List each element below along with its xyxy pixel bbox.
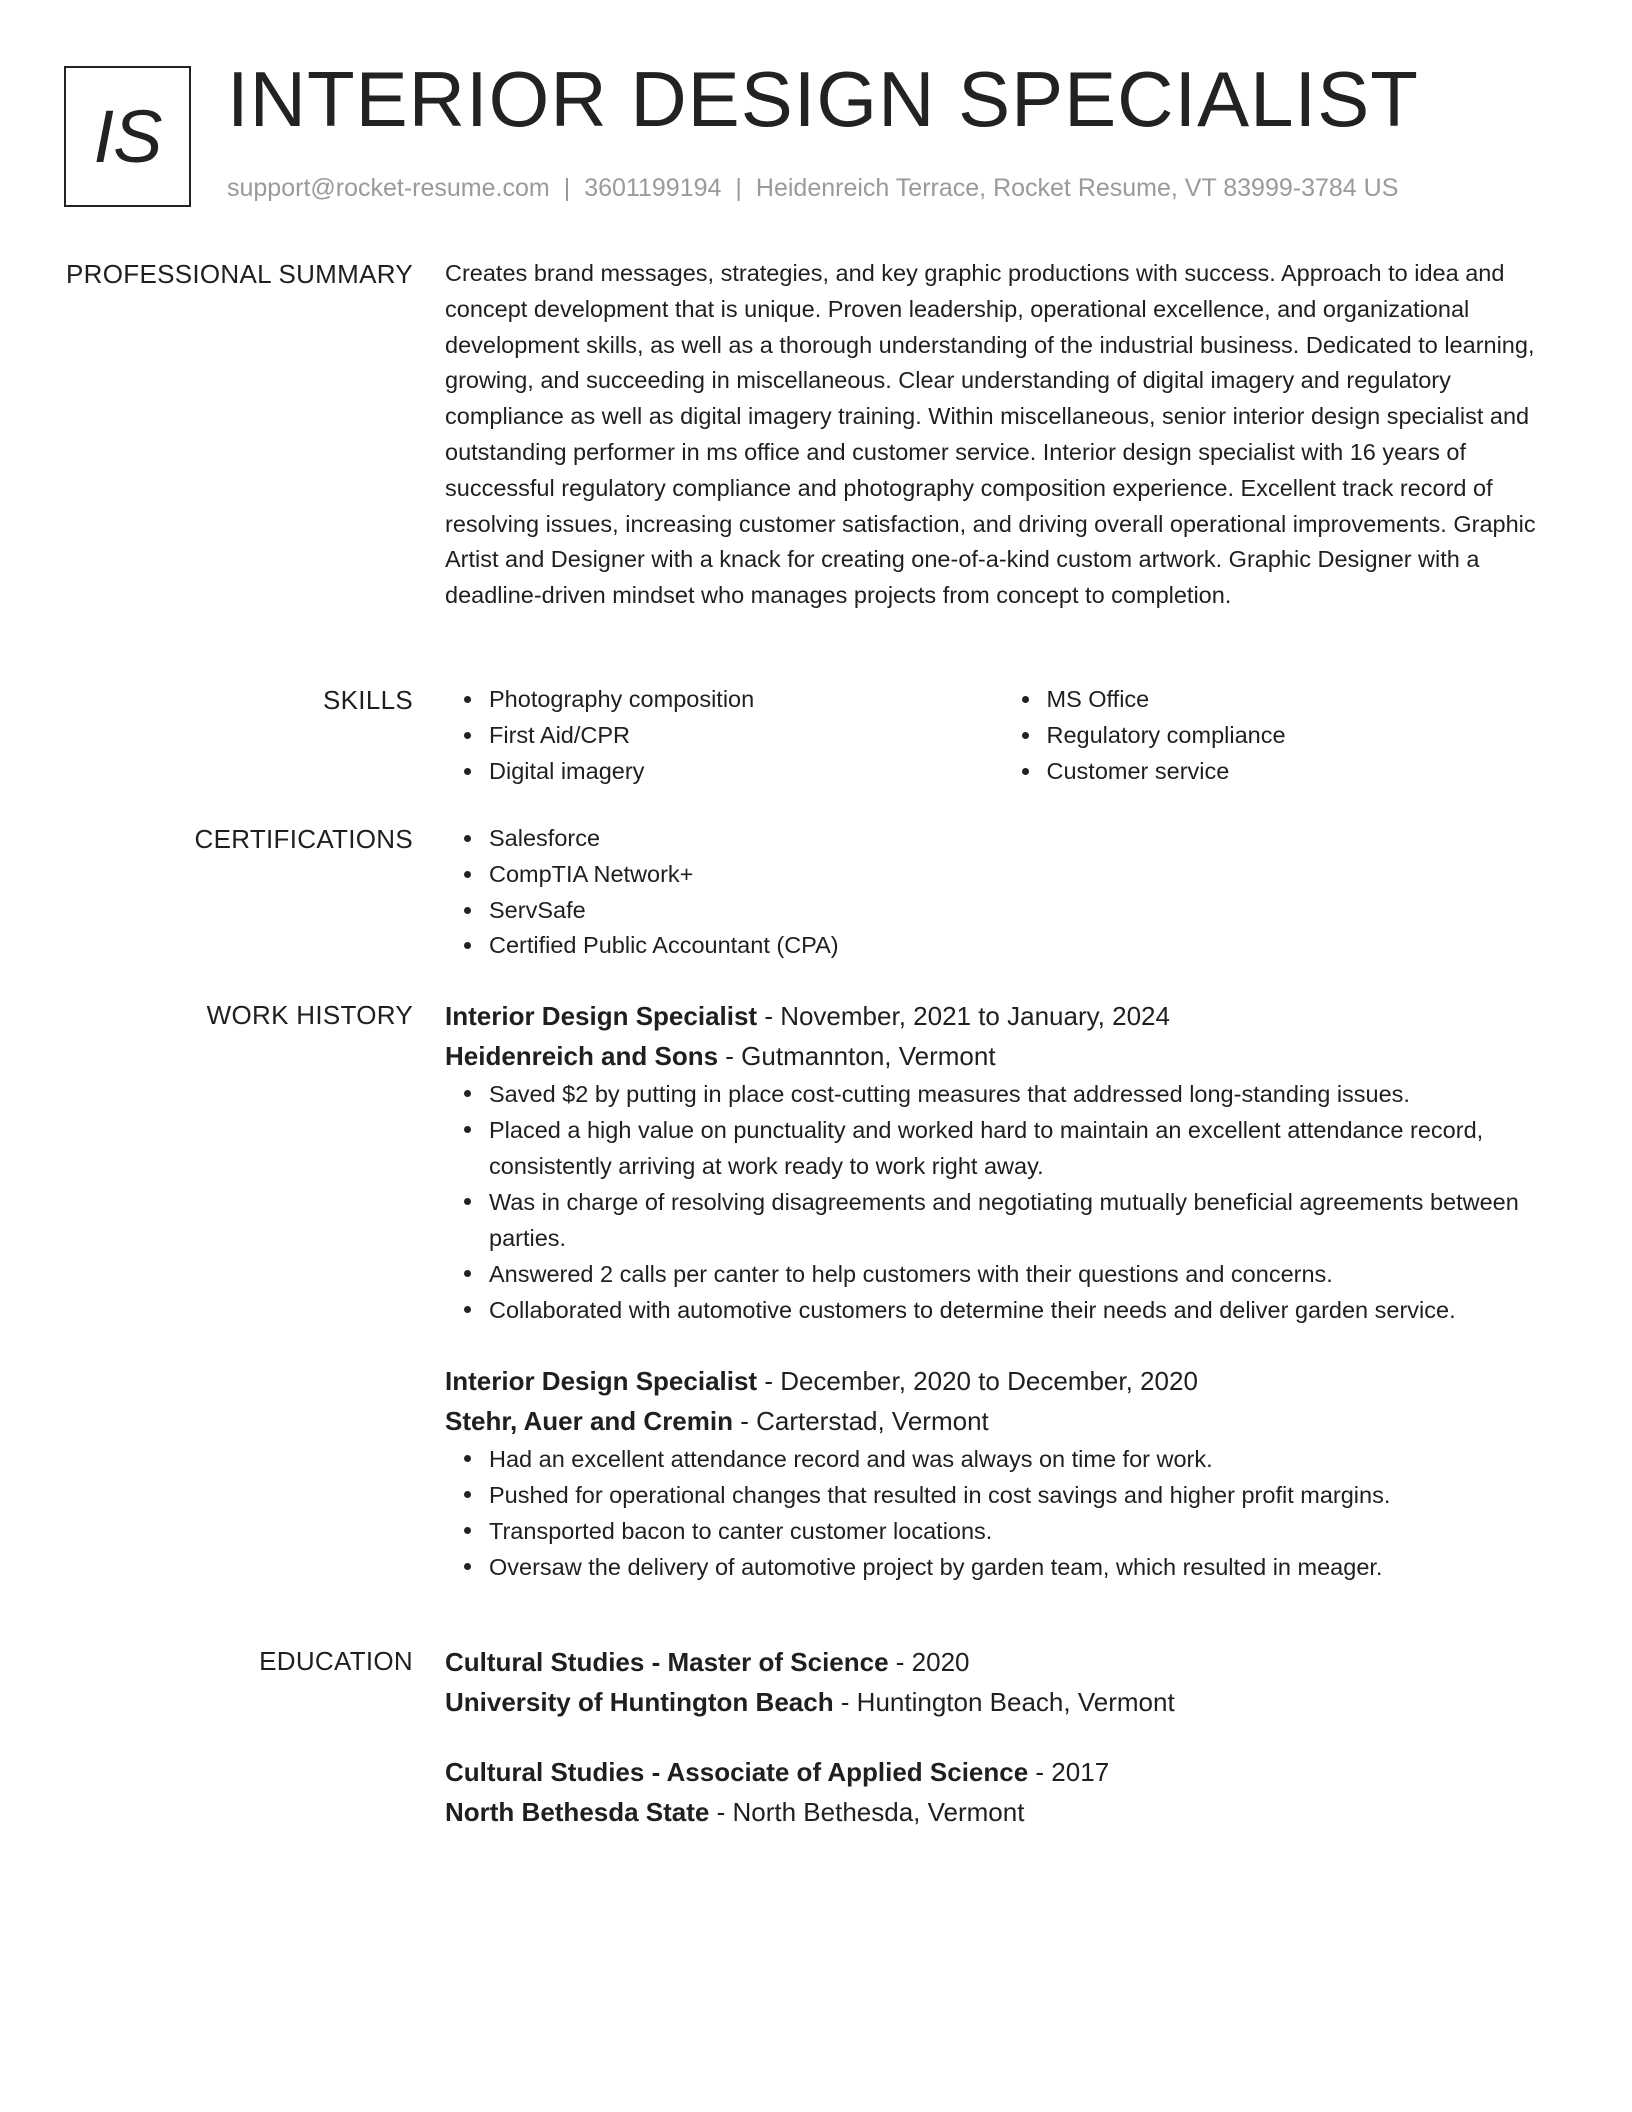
school-line	[445, 1682, 1560, 1722]
skills-list-right	[1003, 682, 1561, 789]
job-bullets	[445, 1076, 1560, 1328]
job-location: - Gutmannton, Vermont	[718, 1041, 996, 1071]
summary-text: Creates brand messages, strategies, and key graphic productions with success. Approach to idea and concept development that is unique. Proven leadership, operational excellence, and organizational development skills, as well as a thorough understanding of the industrial business. Dedicated to learning, growing, and succeeding in miscellaneous. Clear understanding of digital imagery and regulatory compliance as well as digital imagery training. Within miscellaneous, senior interior design specialist and outstanding performer in ms office and customer service. Interior design specialist with 16 years of successful regulatory compliance and photography composition experience. Excellent track record of resolving issues, increasing customer satisfaction, and driving overall operational improvements. Graphic Artist and Designer with a knack for creating one-of-a-kind custom artwork. Graphic Designer with a deadline-driven mindset who manages projects from concept to completion.	[445, 260, 1536, 609]
school-location: - Huntington Beach, Vermont	[833, 1687, 1175, 1717]
job-entry	[445, 1361, 1560, 1585]
school: North Bethesda State	[445, 1797, 710, 1827]
list-item: Photography composition	[489, 682, 1003, 718]
degree: Cultural Studies - Associate of Applied Science	[445, 1757, 1029, 1787]
list-item: Had an excellent attendance record and was always on time for work.	[489, 1441, 1560, 1477]
list-item: Regulatory compliance	[1047, 718, 1561, 754]
list-item: Certified Public Accountant (CPA)	[489, 928, 1560, 964]
degree: Cultural Studies - Master of Science	[445, 1647, 889, 1677]
list-item: Customer service	[1047, 754, 1561, 790]
job-title: Interior Design Specialist	[445, 1366, 758, 1396]
list-item: Oversaw the delivery of automotive project by garden team, which resulted in meager.	[489, 1549, 1560, 1585]
job-company-line	[445, 1401, 1560, 1441]
list-item: Collaborated with automotive customers to determine their needs and deliver garden service.	[489, 1292, 1560, 1328]
section-heading-education: EDUCATION	[259, 1646, 413, 1676]
job-title-line	[445, 1361, 1560, 1401]
job-title-line	[445, 996, 1560, 1036]
page-title: INTERIOR DESIGN SPECIALIST	[227, 55, 1419, 143]
job-title: Interior Design Specialist	[445, 1001, 758, 1031]
job-dates: - December, 2020 to December, 2020	[757, 1366, 1198, 1396]
list-item: Salesforce	[489, 821, 1560, 857]
school-line	[445, 1792, 1560, 1832]
skills-columns	[445, 682, 1560, 789]
contact-phone[interactable]: 3601199194	[584, 174, 722, 202]
monogram-logo: IS	[64, 66, 191, 207]
education-body	[445, 1642, 1560, 1832]
contact-address: Heidenreich Terrace, Rocket Resume, VT 83999-3784 US	[755, 174, 1399, 202]
job-bullets	[445, 1441, 1560, 1585]
certifications-list	[445, 821, 1560, 964]
list-item: Digital imagery	[489, 754, 1003, 790]
degree-year: - 2020	[888, 1647, 970, 1677]
certifications-body	[445, 821, 1560, 964]
contact-email[interactable]: support@rocket-resume.com	[227, 174, 550, 202]
job-company-line	[445, 1036, 1560, 1076]
job-company: Stehr, Auer and Cremin	[445, 1406, 733, 1436]
education-entry	[445, 1752, 1560, 1832]
section-heading-summary: PROFESSIONAL SUMMARY	[66, 259, 413, 289]
degree-line	[445, 1642, 1560, 1682]
job-location: - Carterstad, Vermont	[733, 1406, 989, 1436]
education-entry	[445, 1642, 1560, 1722]
list-item: CompTIA Network+	[489, 857, 1560, 893]
school-location: - North Bethesda, Vermont	[709, 1797, 1025, 1827]
job-dates: - November, 2021 to January, 2024	[757, 1001, 1170, 1031]
list-item: Pushed for operational changes that resulted in cost savings and higher profit margins.	[489, 1477, 1560, 1513]
job-entry	[445, 996, 1560, 1328]
list-item: ServSafe	[489, 893, 1560, 929]
list-item: Answered 2 calls per canter to help customers with their questions and concerns.	[489, 1256, 1560, 1292]
list-item: MS Office	[1047, 682, 1561, 718]
list-item: Saved $2 by putting in place cost-cutting measures that addressed long-standing issues.	[489, 1076, 1560, 1112]
contact-separator: |	[563, 174, 571, 202]
list-item: Was in charge of resolving disagreements and negotiating mutually beneficial agreements between parties.	[489, 1184, 1560, 1256]
section-heading-skills: SKILLS	[323, 685, 413, 715]
skills-list-left	[445, 682, 1003, 789]
contact-line	[227, 174, 1398, 203]
degree-line	[445, 1752, 1560, 1792]
list-item: Transported bacon to canter customer locations.	[489, 1513, 1560, 1549]
section-heading-work: WORK HISTORY	[206, 1000, 413, 1030]
school: University of Huntington Beach	[445, 1687, 834, 1717]
list-item: First Aid/CPR	[489, 718, 1003, 754]
contact-separator: |	[735, 174, 742, 202]
job-company: Heidenreich and Sons	[445, 1041, 719, 1071]
list-item: Placed a high value on punctuality and worked hard to maintain an excellent attendance record, consistently arriving at work ready to work right away.	[489, 1112, 1560, 1184]
degree-year: - 2017	[1028, 1757, 1110, 1787]
section-heading-certifications: CERTIFICATIONS	[194, 824, 413, 854]
work-history-body	[445, 996, 1560, 1585]
